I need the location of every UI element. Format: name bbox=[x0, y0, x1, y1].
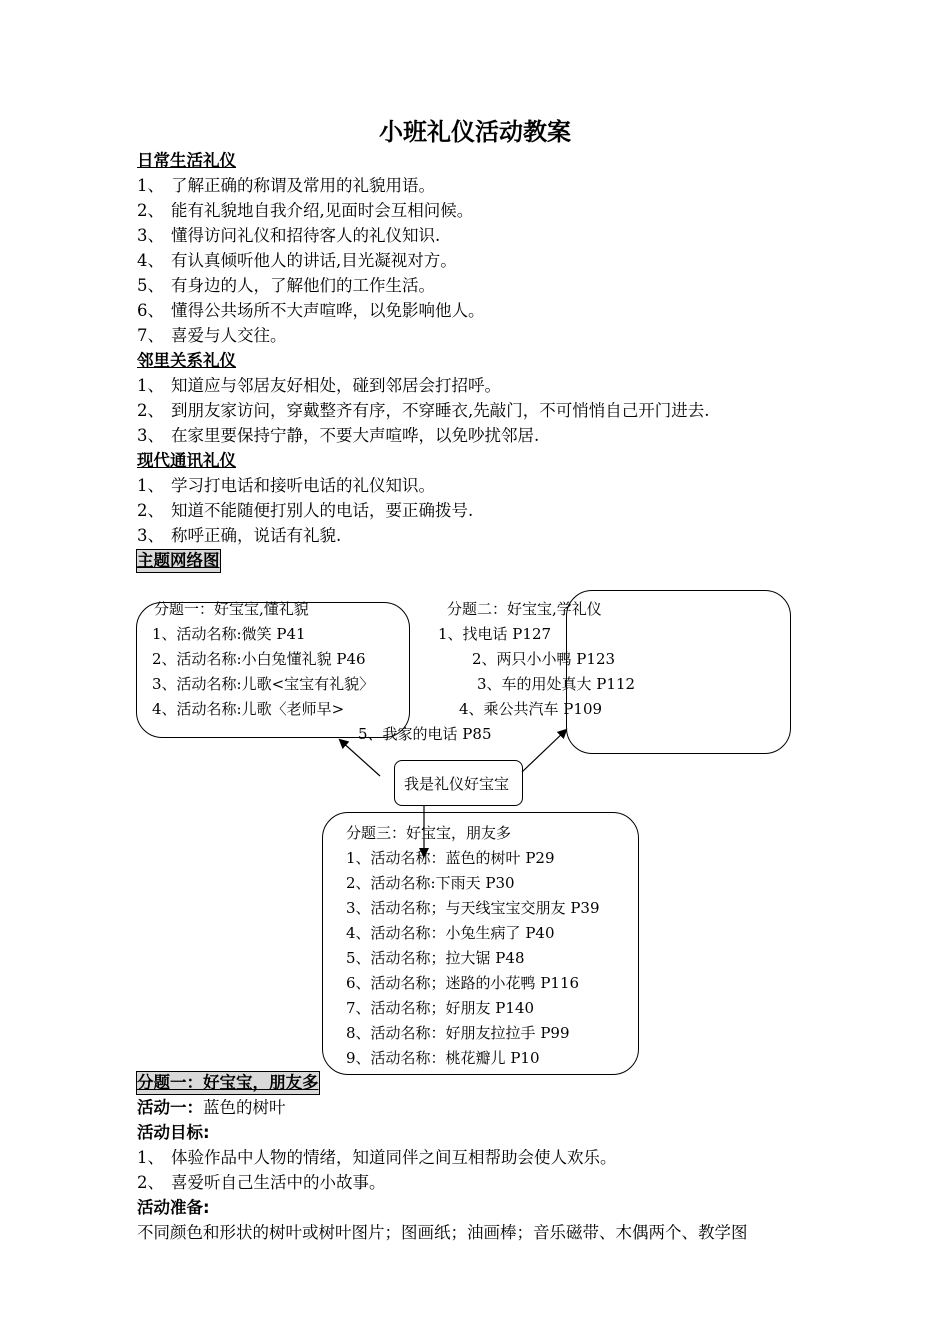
document-title: 小班礼仪活动教案 bbox=[379, 118, 571, 146]
group3-item: 6、活动名称；迷路的小花鸭 P116 bbox=[346, 974, 580, 992]
list-item: 1、 了解正确的称谓及常用的礼貌用语。 bbox=[137, 176, 435, 195]
list-item: 4、 有认真倾听他人的讲话,目光凝视对方。 bbox=[137, 251, 457, 270]
group2-item: 1、找电话 P127 bbox=[438, 625, 552, 643]
section-heading-daily: 日常生活礼仪 bbox=[137, 151, 236, 170]
group3-item: 7、活动名称；好朋友 P140 bbox=[346, 999, 535, 1017]
network-heading: 主题网络图 bbox=[137, 551, 220, 570]
arrow-to-group1 bbox=[340, 740, 380, 776]
activity-line bbox=[137, 1097, 286, 1119]
list-item: 2、 到朋友家访问，穿戴整齐有序，不穿睡衣,先敲门，不可悄悄自己开门进去. bbox=[137, 401, 710, 420]
list-item: 3、 在家里要保持宁静，不要大声喧哗，以免吵扰邻居. bbox=[137, 426, 540, 445]
activity-name: 蓝色的树叶 bbox=[203, 1098, 286, 1117]
prep-heading: 活动准备: bbox=[137, 1198, 210, 1217]
group2-item: 4、乘公共汽车 P109 bbox=[459, 700, 603, 718]
prep-text: 不同颜色和形状的树叶或树叶图片；图画纸；油画棒；音乐磁带、木偶两个、教学图 bbox=[137, 1223, 748, 1242]
group1-item: 4、活动名称:儿歌〈老师早> bbox=[152, 700, 345, 718]
group3-item: 9、活动名称：桃花瓣儿 P10 bbox=[346, 1049, 540, 1067]
group2-item: 2、两只小小鸭 P123 bbox=[472, 650, 616, 668]
group1-item: 1、活动名称:微笑 P41 bbox=[152, 625, 306, 643]
list-item: 3、 懂得访问礼仪和招待客人的礼仪知识. bbox=[137, 226, 441, 245]
list-item: 1、 学习打电话和接听电话的礼仪知识。 bbox=[137, 476, 435, 495]
group3-item: 3、活动名称；与天线宝宝交朋友 P39 bbox=[346, 899, 600, 917]
list-item: 6、 懂得公共场所不大声喧哗，以免影响他人。 bbox=[137, 301, 485, 320]
list-item: 5、 有身边的人，了解他们的工作生活。 bbox=[137, 276, 435, 295]
group3-item: 1、活动名称：蓝色的树叶 P29 bbox=[346, 849, 555, 867]
activity-label: 活动一： bbox=[137, 1098, 203, 1117]
list-item: 2、 能有礼貌地自我介绍,见面时会互相问候。 bbox=[137, 201, 474, 220]
group1-item: 3、活动名称:儿歌<宝宝有礼貌〉 bbox=[152, 675, 375, 693]
group2-title: 分题二：好宝宝,学礼仪 bbox=[447, 600, 602, 618]
group3-item: 5、活动名称；拉大锯 P48 bbox=[346, 949, 525, 967]
center-label: 我是礼仪好宝宝 bbox=[404, 775, 510, 793]
group2-item: 3、车的用处真大 P112 bbox=[477, 675, 636, 693]
group3-title: 分题三：好宝宝，朋友多 bbox=[346, 824, 512, 842]
group2-item: 5、我家的电话 P85 bbox=[358, 725, 492, 743]
group1-item: 2、活动名称:小白兔懂礼貌 P46 bbox=[152, 650, 366, 668]
list-item: 3、 称呼正确，说话有礼貌. bbox=[137, 526, 342, 545]
list-item: 2、 知道不能随便打别人的电话，要正确拨号. bbox=[137, 501, 474, 520]
goal-heading: 活动目标: bbox=[137, 1123, 210, 1142]
list-item: 2、 喜爱听自己生活中的小故事。 bbox=[137, 1173, 386, 1192]
list-item: 1、 知道应与邻居友好相处，碰到邻居会打招呼。 bbox=[137, 376, 501, 395]
group3-item: 2、活动名称:下雨天 P30 bbox=[346, 874, 515, 892]
group3-item: 4、活动名称：小兔生病了 P40 bbox=[346, 924, 555, 942]
group1-title: 分题一：好宝宝,懂礼貌 bbox=[154, 600, 309, 618]
section-heading-telecom: 现代通讯礼仪 bbox=[137, 451, 236, 470]
arrow-to-group2 bbox=[522, 730, 566, 772]
subtopic-heading: 分题一：好宝宝，朋友多 bbox=[137, 1073, 319, 1092]
list-item: 7、 喜爱与人交往。 bbox=[137, 326, 287, 345]
section-heading-neighbor: 邻里关系礼仪 bbox=[137, 351, 236, 370]
list-item: 1、 体验作品中人物的情绪，知道同伴之间互相帮助会使人欢乐。 bbox=[137, 1148, 617, 1167]
group3-item: 8、活动名称：好朋友拉拉手 P99 bbox=[346, 1024, 570, 1042]
